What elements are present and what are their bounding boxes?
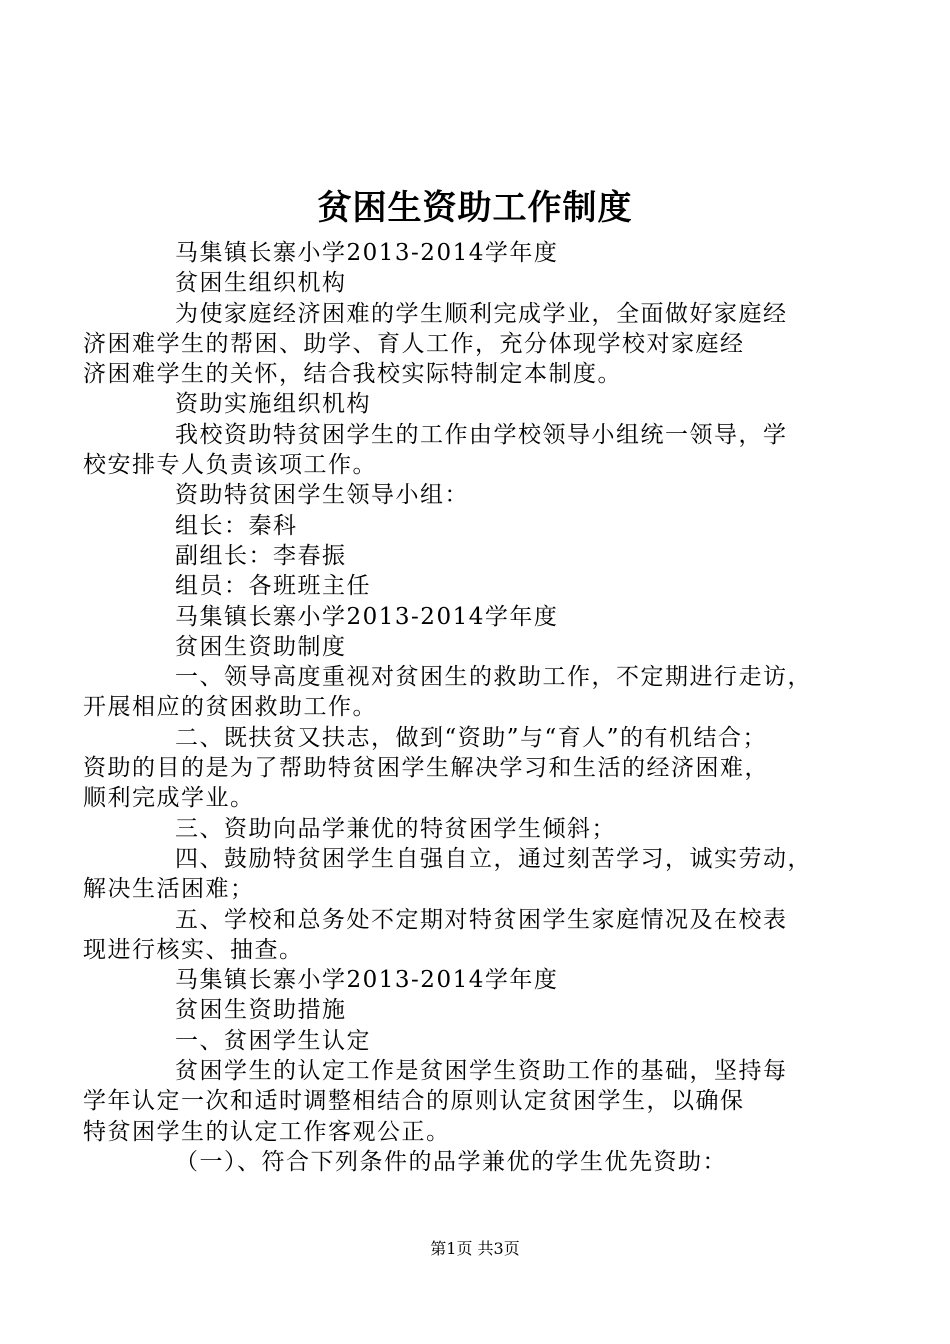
paragraph <box>83 844 829 905</box>
paragraph <box>83 1056 829 1147</box>
paragraph <box>129 602 829 632</box>
paragraph-line: 济困难学生的帮困、助学、育人工作，充分体现学校对家庭经 <box>83 330 745 357</box>
paragraph-line: 马集镇长寨小学2013-2014学年度 <box>175 967 559 994</box>
paragraph <box>129 238 829 268</box>
paragraph <box>129 814 829 844</box>
paragraph-line: 解决生活困难； <box>83 876 255 903</box>
paragraph <box>129 389 829 419</box>
paragraph <box>129 571 829 601</box>
paragraph <box>129 1026 829 1056</box>
paragraph-line: 资助实施组织机构 <box>175 391 371 418</box>
paragraph-line: 一、贫困学生认定 <box>175 1027 371 1054</box>
paragraph-line: 副组长：李春振 <box>175 542 347 569</box>
paragraph-line: 我校资助特贫困学生的工作由学校领导小组统一领导，学 <box>175 421 788 448</box>
paragraph-line: 资助特贫困学生领导小组： <box>175 482 469 509</box>
document-body <box>83 238 829 1177</box>
paragraph <box>129 1147 829 1177</box>
paragraph-line: 五、学校和总务处不定期对特贫困学生家庭情况及在校表 <box>175 906 788 933</box>
document-title: 贫困生资助工作制度 <box>317 188 633 228</box>
paragraph-line: 学年认定一次和适时调整相结合的原则认定贫困学生，以确保 <box>83 1088 745 1115</box>
paragraph-line: 二、既扶贫又扶志，做到“资助”与“育人”的有机结合； <box>175 724 768 751</box>
paragraph-line: （一）、符合下列条件的品学兼优的学生优先资助： <box>175 1148 727 1175</box>
paragraph-line: 马集镇长寨小学2013-2014学年度 <box>175 603 559 630</box>
paragraph-line: 为使家庭经济困难的学生顺利完成学业，全面做好家庭经 <box>175 300 788 327</box>
page-footer: 第1页 共3页 <box>430 1239 520 1258</box>
paragraph <box>83 299 829 390</box>
paragraph-line: 贫困生资助措施 <box>175 997 347 1024</box>
paragraph-line: 顺利完成学业。 <box>83 785 255 812</box>
paragraph-line: 三、资助向品学兼优的特贫困学生倾斜； <box>175 815 616 842</box>
paragraph <box>129 480 829 510</box>
paragraph-line: 贫困生资助制度 <box>175 633 347 660</box>
paragraph-line: 组长：秦科 <box>175 512 298 539</box>
paragraph <box>129 995 829 1025</box>
paragraph-line: 四、鼓励特贫困学生自强自立，通过刻苦学习，诚实劳动， <box>175 845 812 872</box>
paragraph-line: 资助的目的是为了帮助特贫困学生解决学习和生活的经济困难， <box>83 755 769 782</box>
paragraph <box>129 541 829 571</box>
paragraph-line: 现进行核实、抽查。 <box>83 936 304 963</box>
paragraph-line: 组员：各班班主任 <box>175 573 371 600</box>
paragraph <box>83 723 829 814</box>
paragraph-line: 马集镇长寨小学2013-2014学年度 <box>175 240 559 266</box>
paragraph-line: 校安排专人负责该项工作。 <box>83 452 377 479</box>
paragraph-line: 济困难学生的关怀，结合我校实际特制定本制度。 <box>83 361 622 388</box>
paragraph <box>129 632 829 662</box>
paragraph-line: 贫困学生的认定工作是贫困学生资助工作的基础，坚持每 <box>175 1058 788 1085</box>
paragraph <box>129 965 829 995</box>
paragraph-line: 一、领导高度重视对贫困生的救助工作，不定期进行走访， <box>175 664 812 691</box>
paragraph <box>129 268 829 298</box>
paragraph-line: 特贫困学生的认定工作客观公正。 <box>83 1118 451 1145</box>
paragraph <box>129 511 829 541</box>
paragraph <box>83 420 829 481</box>
paragraph-line: 贫困生组织机构 <box>175 270 347 297</box>
paragraph-line: 开展相应的贫困救助工作。 <box>83 694 377 721</box>
paragraph <box>83 662 829 723</box>
paragraph <box>83 905 829 966</box>
